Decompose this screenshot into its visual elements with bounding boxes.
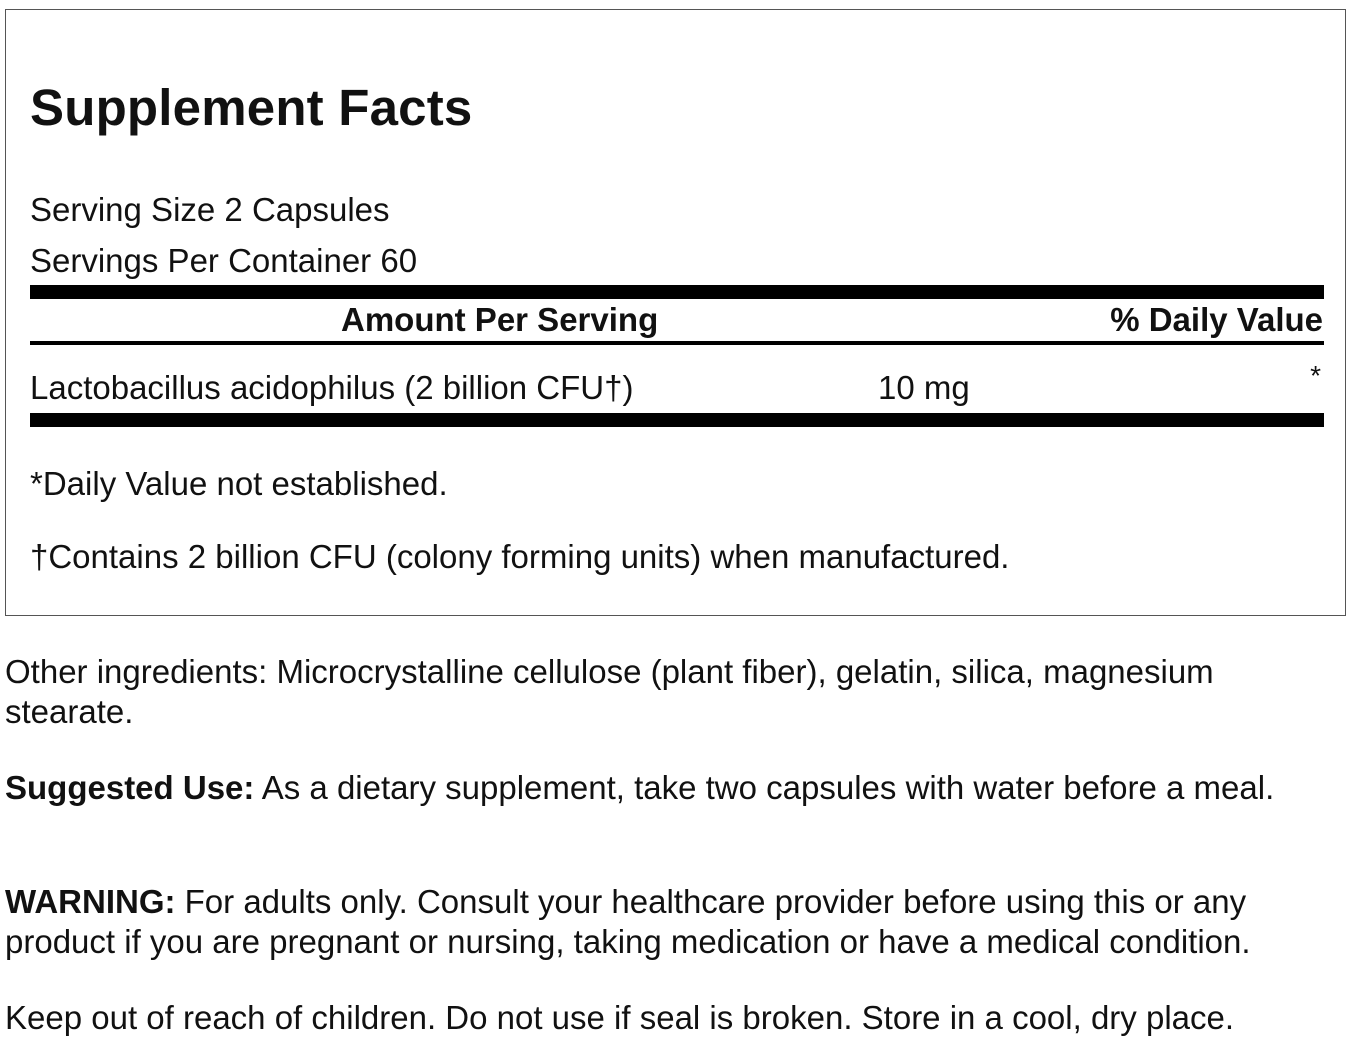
warning: [5, 882, 1350, 962]
suggested-use-text: As a dietary supplement, take two capsules with water before a meal.: [254, 769, 1275, 806]
ingredient-daily-value: *: [1310, 360, 1321, 391]
amount-per-serving-header: Amount Per Serving: [341, 301, 659, 338]
footnote-cfu: †Contains 2 billion CFU (colony forming units) when manufactured.: [30, 538, 1010, 575]
serving-size: Serving Size 2 Capsules: [30, 191, 390, 228]
warning-text: For adults only. Consult your healthcare provider before using this or any product if you are pregnant or nursing, taking medication or have a medical condition.: [5, 883, 1251, 960]
storage-instructions: Keep out of reach of children. Do not use if seal is broken. Store in a cool, dry place.: [5, 999, 1235, 1036]
suggested-use: [5, 768, 1350, 808]
thin-divider: [30, 341, 1324, 345]
thick-divider-bottom: [30, 413, 1324, 427]
warning-label: WARNING:: [5, 883, 176, 920]
servings-per-container: Servings Per Container 60: [30, 242, 418, 279]
footnote-daily-value: *Daily Value not established.: [30, 465, 448, 502]
panel-title: Supplement Facts: [30, 79, 473, 136]
supplement-facts-panel: [5, 9, 1346, 616]
thick-divider-top: [30, 285, 1324, 299]
daily-value-header: % Daily Value: [1110, 301, 1323, 338]
ingredient-amount: 10 mg: [878, 369, 970, 406]
other-ingredients: Other ingredients: Microcrystalline cellulose (plant fiber), gelatin, silica, magnesium stearate.: [5, 653, 1214, 730]
ingredient-name: Lactobacillus acidophilus (2 billion CFU†): [30, 369, 634, 406]
suggested-use-label: Suggested Use:: [5, 769, 255, 806]
